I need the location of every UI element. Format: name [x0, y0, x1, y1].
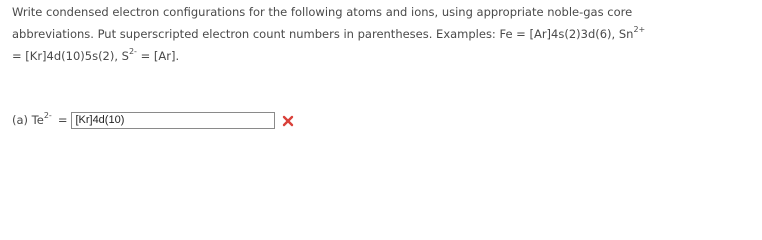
instructions-line-3: = [Kr]4d(10)5s(2), S — [12, 49, 129, 63]
question-instructions — [12, 1, 757, 67]
sn-charge-superscript: 2+ — [633, 25, 646, 35]
s-charge-superscript: 2- — [128, 47, 137, 57]
part-a-row — [12, 111, 294, 129]
equals-sign: = — [57, 113, 68, 127]
instructions-line-1: Write condensed electron configurations for the following atoms and ions, using appropriate noble-gas core — [12, 5, 633, 19]
instructions-line-3-end: = [Ar]. — [136, 49, 180, 63]
instructions-line-2: abbreviations. Put superscripted electron count numbers in parentheses. Examples: Fe = [Ar]4s(2)3d(6), Sn — [12, 27, 634, 41]
part-a-species: (a) Te — [12, 113, 44, 127]
part-a-answer-input[interactable] — [71, 112, 275, 129]
incorrect-x-icon — [282, 115, 294, 127]
part-a-charge: 2- — [43, 111, 52, 121]
part-a-label — [12, 113, 52, 127]
